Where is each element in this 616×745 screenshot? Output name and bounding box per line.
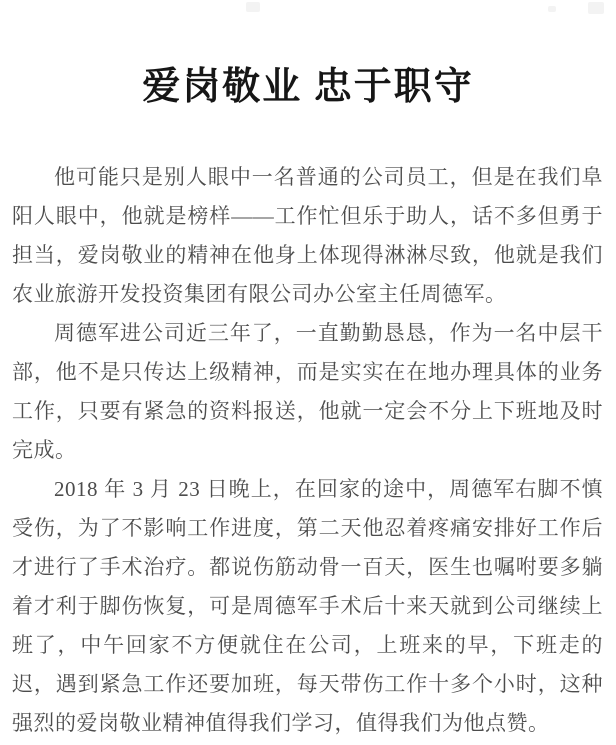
paragraph-intro: 他可能只是别人眼中一名普通的公司员工，但是在我们阜阳人眼中，他就是榜样——工作忙但乐于助人，话不多但勇于担当，爱岗敬业的精神在他身上体现得淋淋尽致，他就是我们农业旅游开发投资集团有限公司办公室主任周德军。 bbox=[12, 165, 603, 306]
scan-smudge bbox=[246, 2, 260, 12]
document-body bbox=[12, 158, 603, 743]
paragraph-injury-story: 2018 年 3 月 23 日晚上，在回家的途中，周德军右脚不慎受伤，为了不影响工作进度，第二天他忍着疼痛安排好工作后才进行了手术治疗。都说伤筋动骨一百天，医生也嘱咐要多躺着才利于脚伤恢复，可是周德军手术后十来天就到公司继续上班了，中午回家不方便就住在公司，上班来的早，下班走的迟，遇到紧急工作还要加班，每天带伤工作十多个小时，这种强烈的爱岗敬业精神值得我们学习，值得我们为他点赞。 bbox=[12, 477, 603, 735]
scan-smudge bbox=[548, 6, 556, 12]
scan-smudge bbox=[588, 2, 604, 14]
document-title: 爱岗敬业 忠于职守 bbox=[142, 66, 474, 108]
paragraph-work-ethic: 周德军进公司近三年了，一直勤勤恳恳，作为一名中层干部，他不是只传达上级精神，而是实实在在地办理具体的业务工作，只要有紧急的资料报送，他就一定会不分上下班地及时完成。 bbox=[12, 321, 603, 462]
